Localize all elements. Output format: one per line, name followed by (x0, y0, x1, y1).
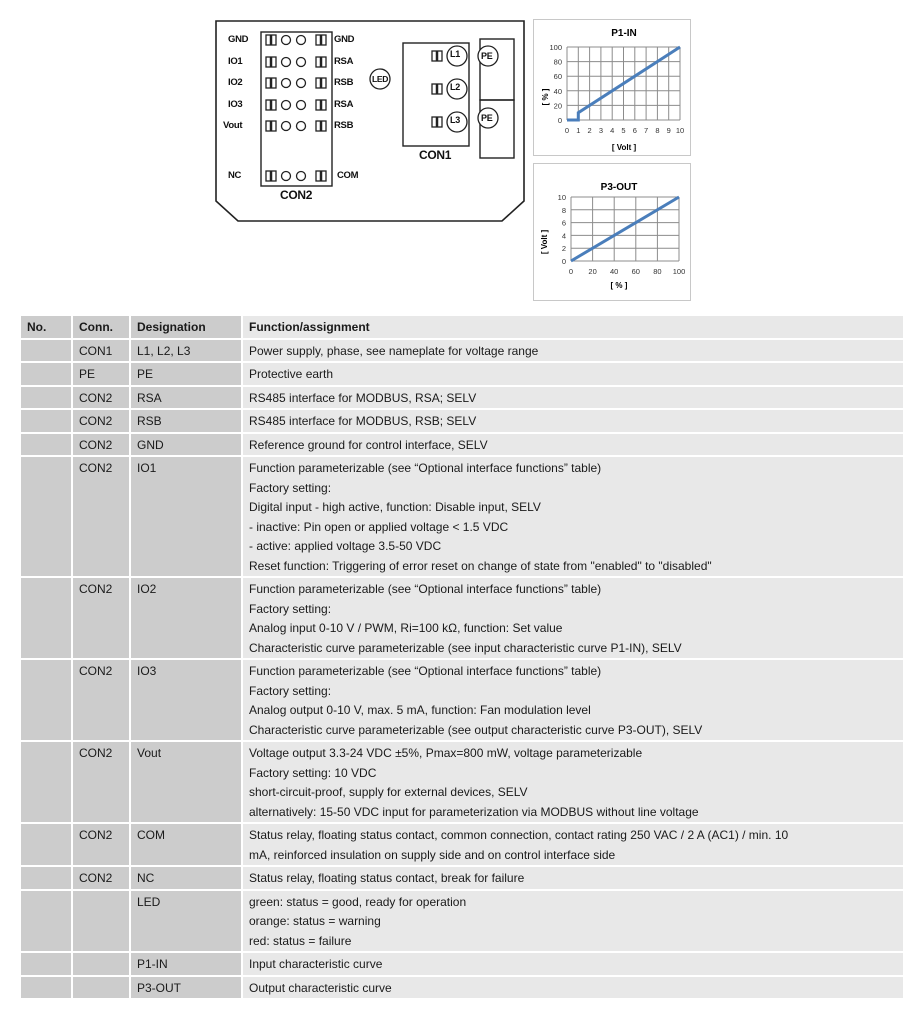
function-line: Characteristic curve parameterizable (see input characteristic curve P1-IN), SELV (249, 640, 682, 655)
cell-designation: GND (131, 434, 241, 456)
y-tick-label: 10 (557, 193, 566, 202)
function-line: RS485 interface for MODBUS, RSB; SELV (249, 414, 477, 428)
cell-conn: CON2 (73, 434, 129, 456)
x-tick-label: 3 (598, 126, 603, 135)
cell-designation: IO3 (131, 660, 241, 740)
function-line: Function parameterizable (see “Optional interface functions” table) (249, 461, 602, 475)
header-designation: Designation (131, 316, 241, 338)
x-tick-label: 80 (653, 267, 662, 276)
pin-hole-icon (297, 101, 306, 110)
chart-p3-out (533, 163, 691, 301)
x-tick-label: 4 (610, 126, 615, 135)
function-line: mA, reinforced insulation on supply side and on control interface side (249, 847, 616, 862)
pin-hole-icon (282, 79, 291, 88)
pin-hole-icon (297, 36, 306, 45)
x-tick-label: 6 (632, 126, 637, 135)
table-row (21, 977, 903, 999)
pe-terminal-label: PE (481, 51, 493, 61)
con2-right-label: RSB (334, 120, 354, 131)
function-line: Reference ground for control interface, SELV (249, 437, 488, 452)
x-tick-label: 40 (610, 267, 619, 276)
con2-left-label: IO1 (228, 56, 243, 67)
function-line: Characteristic curve parameterizable (see output characteristic curve P3-OUT), SELV (249, 722, 703, 737)
cell-designation: COM (131, 824, 241, 865)
function-line: red: status = failure (249, 933, 352, 948)
cell-no (21, 742, 71, 822)
cell-designation: IO1 (131, 457, 241, 576)
table-row (21, 578, 903, 658)
function-line: Function parameterizable (see “Optional interface functions” table) (249, 664, 602, 678)
con2-left-label: NC (228, 170, 242, 181)
function-line: Factory setting: 10 VDC (249, 765, 377, 780)
x-tick-label: 7 (644, 126, 649, 135)
function-line: Analog input 0-10 V / PWM, Ri=100 kΩ, function: Set value (249, 621, 563, 635)
function-line: short-circuit-proof, supply for external devices, SELV (249, 785, 528, 799)
pin-assignment-table (21, 316, 903, 1000)
y-tick-label: 4 (561, 231, 566, 241)
table-row (21, 867, 903, 889)
x-tick-label: 100 (672, 267, 686, 276)
con2-left-label: Vout (223, 120, 243, 131)
series-line-p3-out (571, 197, 679, 261)
con2-right-label: RSA (334, 56, 354, 67)
chart-title: P3-OUT (600, 182, 638, 193)
cell-designation: Vout (131, 742, 241, 822)
con2-right-label: GND (334, 34, 355, 45)
function-line: RS485 interface for MODBUS, RSA; SELV (249, 390, 477, 405)
header-conn: Conn. (73, 316, 129, 338)
cell-function (243, 410, 903, 432)
cell-conn (73, 977, 129, 999)
cell-no (21, 891, 71, 952)
table-row (21, 363, 903, 385)
x-tick-label: 1 (576, 126, 581, 135)
pe-terminal-label: PE (481, 113, 493, 123)
cell-designation: P1-IN (131, 953, 241, 975)
header-function: Function/assignment (243, 316, 903, 338)
y-tick-label: 0 (557, 116, 562, 125)
function-line: Voltage output 3.3-24 VDC ±5%, Pmax=800 mW, voltage parameterizable (249, 746, 643, 760)
pin-hole-icon (282, 172, 291, 181)
cell-conn (73, 953, 129, 975)
table-header-row (21, 316, 903, 338)
x-tick-label: 10 (675, 126, 685, 135)
con2-left-label: IO3 (228, 99, 243, 110)
y-tick-label: 6 (561, 218, 566, 228)
function-line: Power supply, phase, see nameplate for voltage range (249, 343, 539, 358)
function-line: - inactive: Pin open or applied voltage < 1.5 VDC (249, 519, 509, 534)
y-tick-label: 0 (561, 257, 566, 266)
pin-hole-icon (297, 122, 306, 131)
table-row (21, 387, 903, 409)
chart-title: P1-IN (611, 28, 637, 39)
cell-designation: LED (131, 891, 241, 952)
x-tick-label: 0 (564, 126, 570, 135)
cell-designation: RSB (131, 410, 241, 432)
cell-conn (73, 891, 129, 952)
cell-no (21, 434, 71, 456)
x-tick-label: 8 (655, 126, 660, 135)
cell-conn: CON1 (73, 340, 129, 362)
cell-function (243, 457, 903, 576)
con1-terminal-label: L1 (450, 49, 460, 59)
x-axis-label: [ % ] (610, 281, 628, 290)
cell-conn: CON2 (73, 867, 129, 889)
table-row (21, 824, 903, 865)
cell-no (21, 660, 71, 740)
cell-function (243, 867, 903, 889)
pin-hole-icon (297, 79, 306, 88)
pin-hole-icon (282, 122, 291, 131)
function-line: Function parameterizable (see “Optional interface functions” table) (249, 582, 602, 596)
con2-right-label: COM (337, 170, 359, 181)
pin-hole-icon (297, 172, 306, 181)
con2-left-label: GND (228, 34, 249, 45)
function-line: alternatively: 15-50 VDC input for parameterization via MODBUS without line voltage (249, 804, 699, 819)
con1-terminal-label: L3 (450, 115, 460, 125)
cell-designation: RSA (131, 387, 241, 409)
cell-conn: CON2 (73, 457, 129, 576)
con2-right-label: RSB (334, 77, 354, 88)
cell-no (21, 867, 71, 889)
chart-p1-in (533, 19, 691, 156)
cell-conn: CON2 (73, 824, 129, 865)
cell-conn: PE (73, 363, 129, 385)
x-tick-label: 0 (568, 267, 574, 276)
x-tick-label: 9 (666, 126, 671, 135)
x-tick-label: 20 (588, 267, 597, 276)
cell-conn: CON2 (73, 387, 129, 409)
con2-right-label: RSA (334, 99, 354, 110)
cell-no (21, 410, 71, 432)
function-line: - active: applied voltage 3.5-50 VDC (249, 539, 442, 553)
pin-hole-icon (282, 58, 291, 67)
cell-designation: NC (131, 867, 241, 889)
function-line: Output characteristic curve (249, 980, 392, 995)
cell-function (243, 660, 903, 740)
function-line: Factory setting: (249, 683, 332, 698)
cell-function (243, 387, 903, 409)
cell-no (21, 824, 71, 865)
cell-designation: PE (131, 363, 241, 385)
con2-label: CON2 (280, 188, 313, 202)
table-row (21, 660, 903, 740)
cell-no (21, 977, 71, 999)
table-row (21, 410, 903, 432)
table-row (21, 953, 903, 975)
y-tick-label: 60 (553, 72, 562, 82)
cell-no (21, 340, 71, 362)
function-line: Reset function: Triggering of error reset on change of state from "enabled" to "disabled" (249, 558, 712, 573)
cell-designation: IO2 (131, 578, 241, 658)
cell-function (243, 824, 903, 865)
cell-no (21, 578, 71, 658)
table-row (21, 340, 903, 362)
function-line: Status relay, floating status contact, break for failure (249, 871, 525, 885)
connector-diagram (214, 19, 526, 228)
y-axis-label: [ Volt ] (540, 229, 549, 255)
board-outline (214, 19, 526, 228)
led-label: LED (372, 74, 389, 84)
y-tick-label: 8 (561, 205, 566, 215)
x-tick-label: 2 (587, 126, 592, 135)
header-no: No. (21, 316, 71, 338)
cell-no (21, 363, 71, 385)
pin-hole-icon (297, 58, 306, 67)
function-line: Factory setting: (249, 480, 332, 495)
function-line: orange: status = warning (249, 914, 381, 928)
chart-p3-out-svg (534, 164, 690, 300)
function-line: Factory setting: (249, 601, 332, 616)
y-tick-label: 20 (553, 101, 562, 111)
y-axis-label: [ % ] (541, 88, 550, 106)
x-axis-label: [ Volt ] (611, 143, 637, 152)
pin-hole-icon (282, 101, 291, 110)
y-tick-label: 40 (553, 86, 562, 96)
x-tick-label: 5 (621, 126, 626, 135)
y-tick-label: 100 (549, 43, 562, 52)
cell-function (243, 363, 903, 385)
cell-function (243, 340, 903, 362)
cell-no (21, 387, 71, 409)
function-line: Status relay, floating status contact, common connection, contact rating 250 VAC / 2 A (AC1) / min. 10 (249, 828, 789, 842)
function-line: Protective earth (249, 367, 334, 381)
cell-conn: CON2 (73, 410, 129, 432)
cell-conn: CON2 (73, 742, 129, 822)
y-tick-label: 80 (553, 57, 562, 67)
cell-conn: CON2 (73, 578, 129, 658)
con1-terminal-label: L2 (450, 82, 460, 92)
function-line: Analog output 0-10 V, max. 5 mA, function: Fan modulation level (249, 703, 591, 717)
con2-left-label: IO2 (228, 77, 243, 88)
function-line: Input characteristic curve (249, 957, 383, 971)
pin-hole-icon (282, 36, 291, 45)
cell-designation: P3-OUT (131, 977, 241, 999)
con1-label: CON1 (419, 148, 452, 162)
table-row (21, 457, 903, 576)
cell-no (21, 457, 71, 576)
function-line: green: status = good, ready for operation (249, 894, 467, 909)
cell-function (243, 578, 903, 658)
table-row (21, 742, 903, 822)
cell-function (243, 953, 903, 975)
x-tick-label: 60 (631, 267, 640, 276)
y-tick-label: 2 (561, 244, 566, 254)
table-row (21, 891, 903, 952)
cell-conn: CON2 (73, 660, 129, 740)
cell-no (21, 953, 71, 975)
cell-function (243, 434, 903, 456)
cell-function (243, 742, 903, 822)
cell-function (243, 891, 903, 952)
function-line: Digital input - high active, function: Disable input, SELV (249, 500, 541, 514)
chart-p1-in-svg (534, 20, 690, 155)
cell-function (243, 977, 903, 999)
table-row (21, 434, 903, 456)
cell-designation: L1, L2, L3 (131, 340, 241, 362)
